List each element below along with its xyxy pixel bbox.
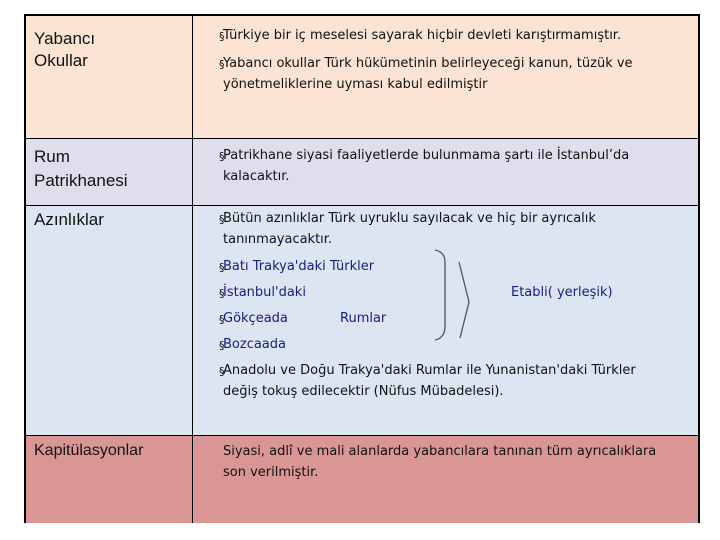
row-label: Azınlıklar bbox=[34, 210, 104, 229]
bullet: § bbox=[219, 58, 225, 71]
row-label: Kapitülasyonlar bbox=[34, 442, 144, 459]
list-item: Anadolu ve Doğu Trakya'daki Rumlar ile Yunanistan'daki Türkler değiş tokuş edilecektir (Nüfus Mübadelesi). bbox=[223, 363, 636, 399]
label-cell bbox=[26, 206, 193, 435]
rumlar-label: Rumlar bbox=[340, 311, 387, 326]
bullet: § bbox=[219, 313, 225, 326]
row-yabanci-okullar bbox=[26, 16, 698, 139]
row-text: Siyasi, adlî ve mali alanlarda yabancılara tanınan tüm ayrıcalıklara son verilmiştir. bbox=[223, 444, 657, 480]
bullet: § bbox=[219, 261, 225, 274]
label-cell bbox=[26, 436, 193, 523]
right-brace-icon bbox=[457, 258, 487, 338]
row-rum-patrikhanesi bbox=[26, 139, 698, 206]
row-label-line1: Yabancı bbox=[34, 29, 96, 48]
list-item: İstanbul'daki bbox=[223, 285, 306, 300]
row-azinliklar bbox=[26, 206, 698, 436]
list-item: Yabancı okullar Türk hükümetinin belirleyeceği kanun, tüzük ve yönetmeliklerine uyması kabul edilmiştir bbox=[223, 56, 633, 92]
list-item: Gökçeada bbox=[223, 311, 288, 326]
bullet: § bbox=[219, 150, 225, 163]
content-cell bbox=[193, 139, 698, 205]
list-item: Bozcaada bbox=[223, 337, 286, 352]
treaty-table bbox=[24, 14, 700, 523]
content-cell bbox=[193, 16, 698, 138]
bullet: § bbox=[219, 213, 225, 226]
label-cell bbox=[26, 139, 193, 205]
label-cell bbox=[26, 16, 193, 138]
row-kapitulasyonlar bbox=[26, 436, 698, 523]
bullet: § bbox=[219, 30, 225, 43]
content-cell bbox=[193, 436, 698, 523]
content-cell bbox=[193, 206, 698, 435]
list-item: Patrikhane siyasi faaliyetlerde bulunmama şartı ile İstanbul’da kalacaktır. bbox=[223, 148, 630, 184]
row-label-line1: Rum bbox=[34, 147, 70, 166]
bullet: § bbox=[219, 339, 225, 352]
list-item: Bütün azınlıklar Türk uyruklu sayılacak ve hiç bir ayrıcalık tanınmayacaktır. bbox=[223, 211, 596, 247]
list-item: Batı Trakya'daki Türkler bbox=[223, 259, 375, 274]
bullet: § bbox=[219, 287, 225, 300]
bullet: § bbox=[219, 365, 225, 378]
row-label-line2: Okullar bbox=[34, 51, 88, 70]
row-label-line2: Patrikhanesi bbox=[34, 171, 128, 190]
etabli-label: Etabli( yerleşik) bbox=[511, 285, 613, 300]
list-item: Türkiye bir iç meselesi sayarak hiçbir devleti karıştırmamıştır. bbox=[223, 28, 622, 43]
